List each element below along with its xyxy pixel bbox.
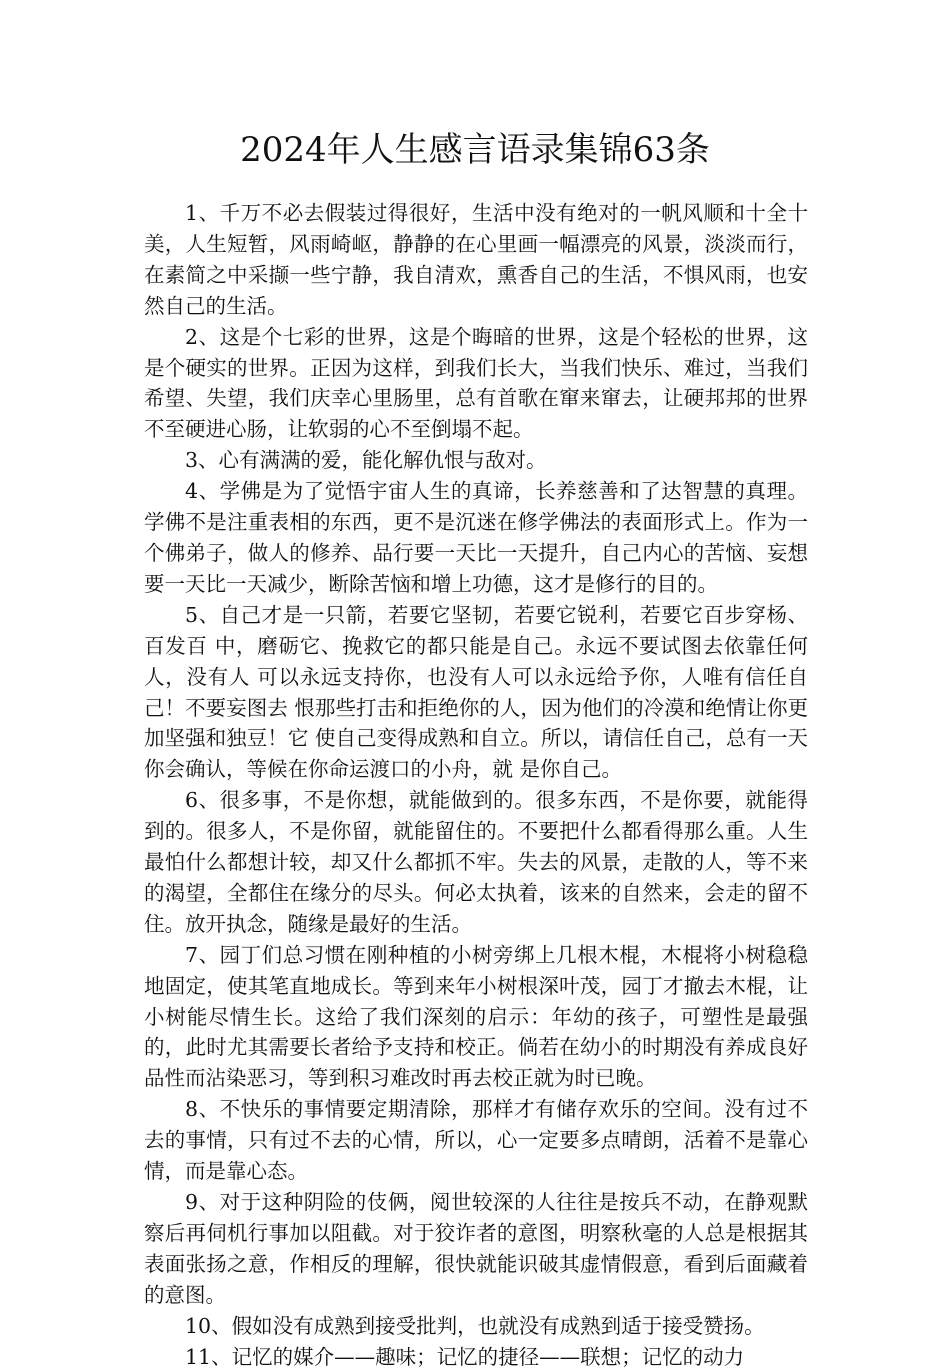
document-body bbox=[144, 198, 808, 1372]
paragraph-6: 6、很多事，不是你想，就能做到的。很多东西，不是你要，就能得到的。很多人，不是你留，就能留住的。不要把什么都看得那么重。人生最怕什么都想计较，却又什么都抓不牢。失去的风景，走散的人，等不来的渴望，全都住在缘分的尽头。何必太执着，该来的自然来，会走的留不住。放开执念，随缘是最好的生活。 bbox=[144, 788, 808, 936]
paragraph-2: 2、这是个七彩的世界，这是个晦暗的世界，这是个轻松的世界，这是个硬实的世界。正因为这样，到我们长大，当我们快乐、难过，当我们希望、失望，我们庆幸心里肠里，总有首歌在窜来窜去，让硬邦邦的世界不至硬进心肠，让软弱的心不至倒塌不起。 bbox=[144, 324, 808, 442]
paragraph-5: 5、自己才是一只箭，若要它坚韧，若要它锐利，若要它百步穿杨、百发百 中，磨砺它、挽救它的都只能是自己。永远不要试图去依靠任何人，没有人 可以永远支持你，也没有人可以永远给予你，人唯有信任自己！不要妄图去 恨那些打击和拒绝你的人，因为他们的冷漠和绝情让你更加坚强和独豆！它 使自己变得成熟和自立。所以，请信任自己，总有一天你会确认，等候在你命运渡口的小舟，就 是你自己。 bbox=[144, 602, 808, 782]
paragraph-10: 10、假如没有成熟到接受批判，也就没有成熟到适于接受赞扬。 bbox=[185, 1313, 765, 1338]
paragraph-1: 1、千万不必去假装过得很好，生活中没有绝对的一帆风顺和十全十美，人生短暂，风雨崎岖，静静的在心里画一幅漂亮的风景，淡淡而行，在素简之中采撷一些宁静，我自清欢，熏香自己的生活，不惧风雨，也安然自己的生活。 bbox=[144, 201, 808, 318]
paragraph-11: 11、记忆的媒介——趣味；记忆的捷径——联想；记忆的动力 bbox=[185, 1344, 745, 1369]
paragraph-4: 4、学佛是为了觉悟宇宙人生的真谛，长养慈善和了达智慧的真理。学佛不是注重表相的东西，更不是沉迷在修学佛法的表面形式上。作为一个佛弟子，做人的修养、品行要一天比一天提升，自己内心的苦恼、妄想要一天比一天减少，断除苦恼和增上功德，这才是修行的目的。 bbox=[144, 479, 808, 596]
paragraph-8: 8、不快乐的事情要定期清除，那样才有储存欢乐的空间。没有过不去的事情，只有过不去的心情，所以，心一定要多点晴朗，活着不是靠心情，而是靠心态。 bbox=[144, 1097, 808, 1184]
paragraph-7: 7、园丁们总习惯在刚种植的小树旁绑上几根木棍，木棍将小树稳稳地固定，使其笔直地成长。等到来年小树根深叶茂，园丁才撤去木棍，让小树能尽情生长。这给了我们深刻的启示：年幼的孩子，可塑性是最强的，此时尤其需要长者给予支持和校正。倘若在幼小的时期没有养成良好品性而沾染恶习，等到积习难改时再去校正就为时已晚。 bbox=[144, 942, 808, 1091]
paragraph-3: 3、心有满满的爱，能化解仇恨与敌对。 bbox=[185, 448, 547, 473]
paragraph-9: 9、对于这种阴险的伎俩，阅世较深的人往往是按兵不动，在静观默察后再伺机行事加以阻截。对于狡诈者的意图，明察秋毫的人总是根据其表面张扬之意，作相反的理解，很快就能识破其虚情假意，看到后面藏着的意图。 bbox=[144, 1190, 808, 1307]
document-title: 2024年人生感言语录集锦63条 bbox=[240, 130, 710, 170]
